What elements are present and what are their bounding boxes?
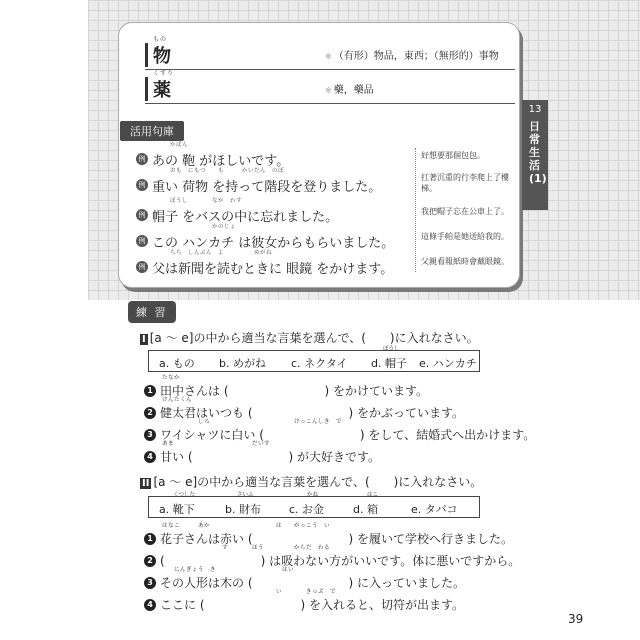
example-badge: 例 [136, 153, 148, 165]
practice-label: 練 習 [128, 301, 176, 323]
question-number: 1 [144, 533, 156, 545]
sentence-ruby: かのじょ [170, 224, 237, 230]
choice: d. 箱 [353, 503, 378, 516]
choice-ruby: くつした [173, 492, 196, 498]
translation: 好想要那個包包。 [421, 151, 485, 160]
question-text: 花子さんは赤い ( ) を履いて学校へ行きました。 [160, 532, 513, 546]
page-number: 39 [568, 612, 584, 626]
exercise-1-question [144, 441, 504, 466]
vocab-divider [145, 103, 515, 104]
question-ruby: しろ けっこんしき で [162, 419, 343, 425]
chapter-number: 13 [528, 104, 542, 115]
question-text: 田中さんは ( ) をかけています。 [160, 384, 429, 398]
sentence-text: あの 鞄 がほしいです。 [152, 154, 290, 169]
question-ruby: にんぎょう き はい [162, 567, 295, 573]
exercise-1-heading [140, 329, 479, 346]
translation-divider [415, 148, 416, 272]
page [88, 0, 640, 640]
translation: 這條手帕是她送給我的。 [421, 232, 509, 241]
choice: b. 財布 [225, 503, 261, 516]
vocab-word: 薬 [153, 80, 171, 101]
sentence-ruby: ぼうし なか わす [170, 198, 243, 204]
example-badge: 例 [136, 209, 148, 221]
exercise-2-choices [148, 492, 480, 518]
chapter-title-sub: (1) [529, 172, 547, 185]
chapter-title-text: 日常生活 [529, 120, 540, 172]
question-text: その人形は木の ( ) に入っていました。 [160, 576, 465, 590]
vocab-meaning [325, 81, 374, 96]
exercise-1-instruction: [a ～ e]の中から適当な言葉を選んで、( )に入れなさい。 [149, 331, 479, 345]
vocab-row-kusuri [145, 71, 515, 101]
example-badge: 例 [136, 261, 148, 273]
vocab-meaning-text: （有形）物品，東西；（無形的）事物 [333, 51, 499, 62]
exercise-1-number: I [142, 334, 146, 345]
question-ruby: す ほう からだ わる [162, 545, 331, 551]
exercise-2-number: II [142, 478, 150, 489]
question-text: 健太君はいつも ( ) をかぶっています。 [160, 406, 465, 420]
question-number: 3 [144, 429, 156, 441]
sentence-text: 帽子 をバスの中に忘れました。 [152, 210, 339, 225]
choice: c. ネクタイ [291, 357, 348, 370]
vocab-bar [145, 77, 148, 101]
question-number: 3 [144, 577, 156, 589]
sentence-ruby: おも にもつ も かいだん のぼ [170, 168, 285, 174]
choice: d. 帽子 [371, 357, 407, 370]
translation: 我把帽子忘在公車上了。 [421, 207, 509, 216]
translation: 父親看報紙時會戴眼鏡。 [421, 257, 509, 266]
sentence-text: 父は新聞を読むときに 眼鏡 をかけます。 [152, 262, 394, 277]
exercise-2-heading [140, 473, 482, 490]
sentence-text: この ハンカチ は彼女からもらいました。 [152, 236, 395, 251]
vocab-bar [145, 43, 148, 67]
vocab-word: 物 [153, 46, 171, 67]
choice: c. お金 [289, 503, 325, 516]
question-number: 4 [144, 599, 156, 611]
vocab-row-mono [145, 37, 515, 67]
example-sentence [136, 250, 436, 278]
question-number: 2 [144, 407, 156, 419]
choice: a. もの [159, 357, 195, 370]
question-ruby: あま だいす [162, 441, 271, 447]
question-ruby: けんたくん [162, 397, 193, 403]
vocab-divider [145, 69, 515, 70]
question-text: ( ) は吸わない方がいいです。体に悪いですから。 [160, 554, 521, 568]
translation: 扛著沉重的行李爬上了樓梯。 [421, 173, 509, 193]
choice-ruby: さいふ [237, 492, 254, 498]
chapter-title [529, 120, 547, 185]
question-number: 1 [144, 385, 156, 397]
question-ruby: たなか [162, 375, 181, 381]
vocab-ruby: もの [153, 36, 168, 43]
choice: b. めがね [219, 357, 266, 370]
exercise-2-instruction: [a ～ e]の中から適当な言葉を選んで、( )に入れなさい。 [153, 475, 483, 489]
choice: e. ハンカチ [419, 357, 477, 370]
example-badge: 例 [136, 179, 148, 191]
example-badge: 例 [136, 235, 148, 247]
question-text: 甘い ( ) が大好きです。 [160, 450, 381, 464]
question-number: 2 [144, 555, 156, 567]
sentence-ruby: ちち しんぶん よ めがね [170, 250, 273, 256]
vocab-meaning-text: 藥，藥品 [333, 85, 374, 96]
choice-ruby: かね [307, 492, 319, 498]
vocab-meaning [325, 47, 499, 62]
question-ruby: はなこ あか は がっこう い [162, 523, 331, 529]
usage-label: 活用句庫 [120, 121, 184, 141]
choice-ruby: ぼうし [383, 346, 400, 352]
chapter-tab[interactable] [522, 100, 548, 210]
question-ruby: い きっぷ で [162, 589, 337, 595]
exercise-2-question [144, 589, 504, 614]
choice: e. タバコ [411, 503, 458, 516]
sentence-ruby: かばん [170, 142, 189, 148]
sentence-text: 重い 荷物 を持って階段を登りました。 [152, 180, 382, 195]
exercise-1-choices [148, 346, 480, 372]
meaning-mark: ※ [325, 52, 332, 61]
question-number: 4 [144, 451, 156, 463]
question-text: ここに ( ) を入れると、切符が出ます。 [160, 598, 465, 612]
choice: a. 靴下 [159, 503, 195, 516]
vocab-ruby: くすり [153, 70, 175, 77]
exercise-1-question [144, 375, 504, 400]
example-sentence [136, 168, 436, 196]
question-text: ワイシャツに白い ( ) をして、結婚式へ出かけます。 [160, 428, 536, 442]
meaning-mark: ※ [325, 86, 332, 95]
choice-ruby: はこ [367, 492, 379, 498]
